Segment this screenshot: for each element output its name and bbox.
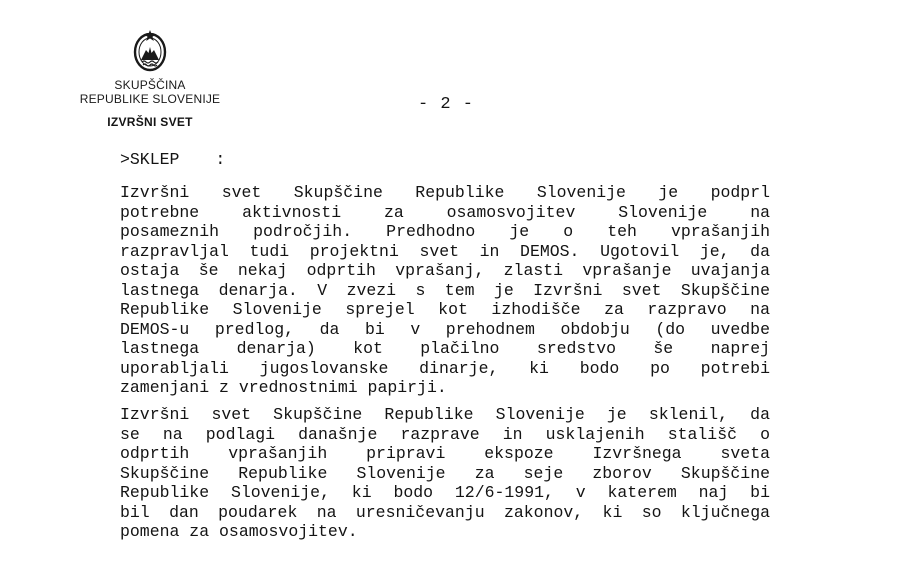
text-line: se na podlagi današnje razprave in usklajenih stališč o bbox=[120, 424, 770, 444]
text-line: odprtih vprašanjih pripravi ekspoze Izvršnega sveta bbox=[120, 444, 770, 463]
letterhead bbox=[70, 28, 230, 129]
text-line: pomena za osamosvojitev. bbox=[120, 522, 358, 541]
text-line: Skupščine Republike Slovenije za seje zborov Skupščine bbox=[120, 463, 770, 483]
paragraph-2 bbox=[120, 405, 770, 542]
decision-heading bbox=[120, 150, 225, 169]
text-line: Republike Slovenije, ki bodo 12/6-1991, v katerem naj bi bbox=[120, 483, 770, 502]
text-line: DEMOS-u predlog, da bi v prehodnem obdobju (do uvedbe bbox=[120, 319, 770, 339]
text-line: posameznih področjih. Predhodno je o teh vprašanjih bbox=[120, 222, 770, 241]
paragraph-1 bbox=[120, 183, 770, 398]
text-line: lastnega denarja) kot plačilno sredstvo še naprej bbox=[120, 339, 770, 358]
text-line: Izvršni svet Skupščine Republike Slovenije je sklenil, da bbox=[120, 405, 770, 424]
institution-line-1: SKUPŠČINA bbox=[114, 78, 186, 92]
page-number: - 2 - bbox=[418, 95, 475, 114]
body-name: IZVRŠNI SVET bbox=[107, 115, 193, 129]
text-line: Izvršni svet Skupščine Republike Slovenije je podprl bbox=[120, 183, 770, 202]
decision-label: >SKLEP bbox=[120, 150, 180, 169]
text-line: potrebne aktivnosti za osamosvojitev Slovenije na bbox=[120, 202, 770, 222]
text-line: bil dan poudarek na uresničevanju zakonov, ki so ključnega bbox=[120, 502, 770, 522]
text-line: Republike Slovenije sprejel kot izhodišče za razpravo na bbox=[120, 300, 770, 319]
text-line: razpravljal tudi projektni svet in DEMOS. Ugotovil je, da bbox=[120, 241, 770, 261]
text-line: uporabljali jugoslovanske dinarje, ki bodo po potrebi bbox=[120, 358, 770, 378]
text-line: lastnega denarja. V zvezi s tem je Izvršni svet Skupščine bbox=[120, 280, 770, 300]
text-line: zamenjani z vrednostnimi papirji. bbox=[120, 378, 447, 397]
decision-colon: : bbox=[215, 150, 226, 169]
institution-line-2: REPUBLIKE SLOVENIJE bbox=[79, 92, 221, 106]
coat-of-arms-icon bbox=[133, 28, 167, 72]
text-line: ostaja še nekaj odprtih vprašanj, zlasti vprašanje uvajanja bbox=[120, 261, 770, 280]
